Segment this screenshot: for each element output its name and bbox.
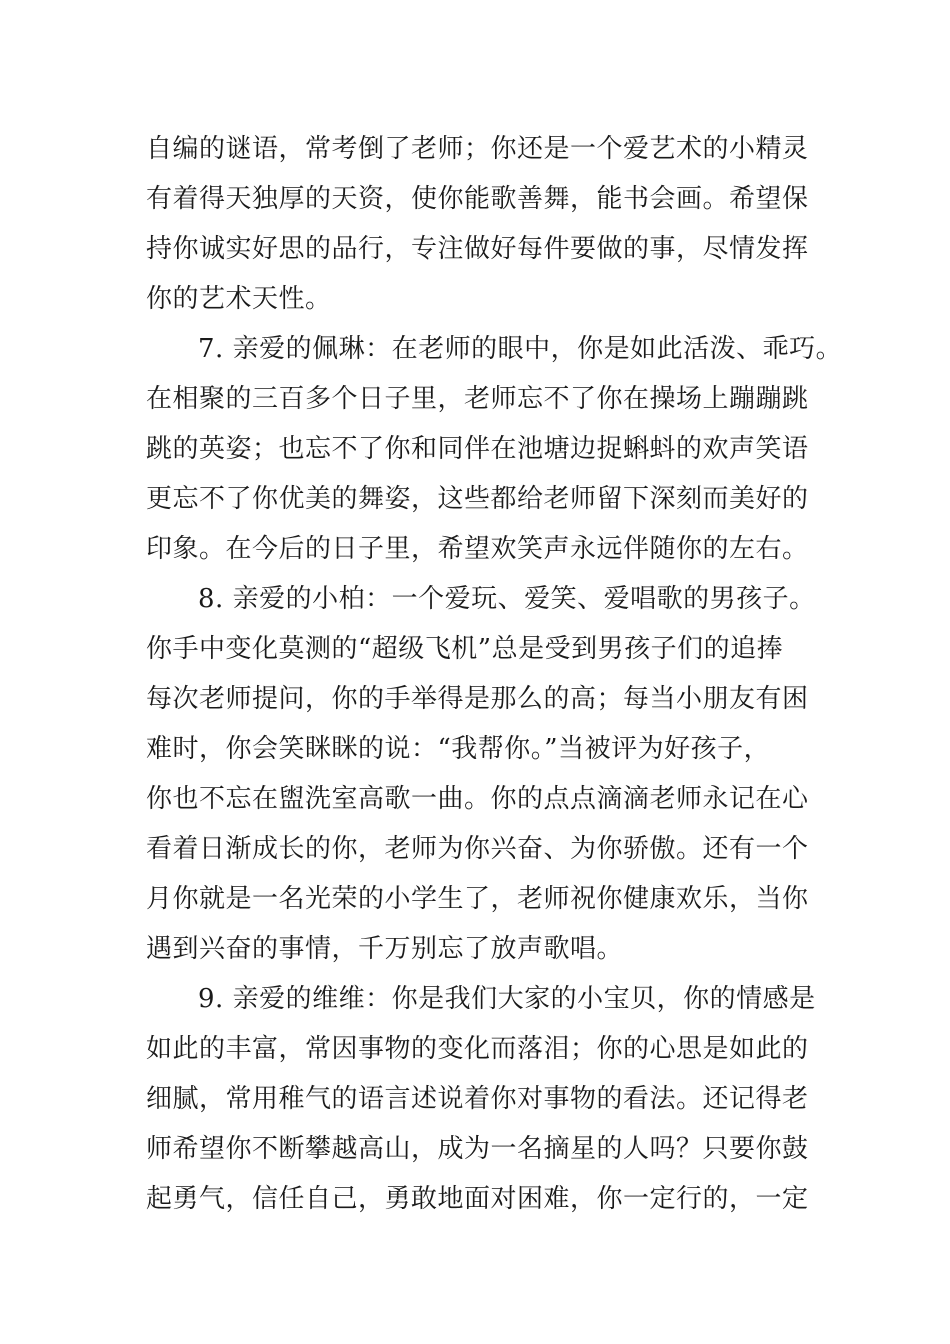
text-line: 你的艺术天性。 — [146, 284, 332, 314]
text-line: 起勇气，信任自己，勇敢地面对困难，你一定行的，一定 — [146, 1184, 809, 1214]
text-line: 你手中变化莫测的“超级飞机”总是受到男孩子们的追捧 — [146, 634, 784, 664]
text-line: 月你就是一名光荣的小学生了，老师祝你健康欢乐，当你 — [146, 884, 809, 914]
text-line: 持你诚实好思的品行，专注做好每件要做的事，尽情发挥 — [146, 234, 809, 264]
text-line: 跳的英姿；也忘不了你和同伴在池塘边捉蝌蚪的欢声笑语 — [146, 434, 809, 464]
text-line: 细腻，常用稚气的语言述说着你对事物的看法。还记得老 — [146, 1084, 809, 1114]
paragraph-9-start: 9. 亲爱的维维：你是我们大家的小宝贝，你的情感是 — [198, 984, 816, 1014]
text-line: 如此的丰富，常因事物的变化而落泪；你的心思是如此的 — [146, 1034, 809, 1064]
paragraph-7-start: 7. 亲爱的佩琳：在老师的眼中，你是如此活泼、乖巧。 — [198, 334, 843, 364]
text-line: 每次老师提问，你的手举得是那么的高；每当小朋友有困 — [146, 684, 809, 714]
text-line: 印象。在今后的日子里，希望欢笑声永远伴随你的左右。 — [146, 534, 809, 564]
text-line: 师希望你不断攀越高山，成为一名摘星的人吗？只要你鼓 — [146, 1134, 809, 1164]
text-line: 你也不忘在盥洗室高歌一曲。你的点点滴滴老师永记在心 — [146, 784, 809, 814]
text-line: 难时，你会笑眯眯的说：“我帮你。”当被评为好孩子， — [146, 734, 771, 764]
text-line: 看着日渐成长的你，老师为你兴奋、为你骄傲。还有一个 — [146, 834, 809, 864]
text-line: 在相聚的三百多个日子里，老师忘不了你在操场上蹦蹦跳 — [146, 384, 809, 414]
text-line: 遇到兴奋的事情，千万别忘了放声歌唱。 — [146, 934, 624, 964]
text-line: 更忘不了你优美的舞姿，这些都给老师留下深刻而美好的 — [146, 484, 809, 514]
text-line: 自编的谜语，常考倒了老师；你还是一个爱艺术的小精灵 — [146, 134, 809, 164]
paragraph-8-start: 8. 亲爱的小柏：一个爱玩、爱笑、爱唱歌的男孩子。 — [198, 584, 816, 614]
text-line: 有着得天独厚的天资，使你能歌善舞，能书会画。希望保 — [146, 184, 809, 214]
